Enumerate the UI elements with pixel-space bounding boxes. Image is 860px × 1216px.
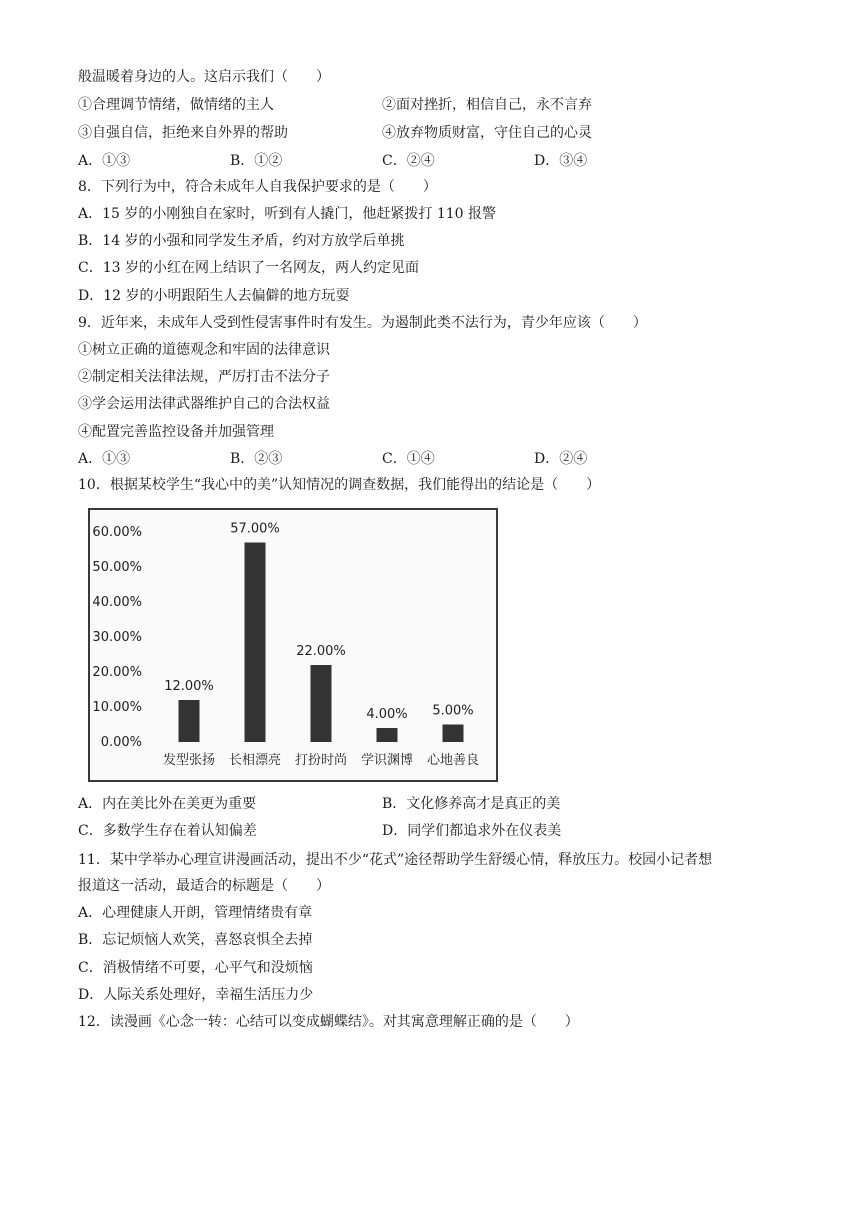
q7-option-d[interactable]: D．③④	[534, 153, 588, 169]
question-12-stem: 12．读漫画《心念一转：心结可以变成蝴蝶结》。对其寓意理解正确的是（ ）	[78, 1014, 579, 1030]
x-tick-label: 心地善良	[426, 753, 480, 768]
q7-option-c[interactable]: C．②④	[382, 153, 435, 169]
y-tick-label: 10.00%	[92, 700, 142, 715]
y-tick-label: 60.00%	[92, 525, 142, 540]
x-tick-label: 长相漂亮	[228, 753, 282, 768]
question-7-stem-tail: 般温暖着身边的人。这启示我们（ ）	[78, 69, 330, 85]
q8-option-c[interactable]: C．13 岁的小红在网上结识了一名网友，两人约定见面	[78, 260, 419, 276]
x-tick-label: 学识渊博	[360, 753, 414, 768]
bar	[443, 725, 464, 743]
q10-option-c[interactable]: C．多数学生存在着认知偏差	[78, 823, 257, 839]
q7-item-4: ④放弃物质财富，守住自己的心灵	[382, 125, 592, 141]
question-8-stem: 8．下列行为中，符合未成年人自我保护要求的是（ ）	[78, 179, 437, 195]
q9-option-b[interactable]: B．②③	[230, 451, 283, 467]
y-tick-label: 20.00%	[92, 665, 142, 680]
q10-option-b[interactable]: B．文化修养高才是真正的美	[382, 796, 561, 812]
y-tick-label: 40.00%	[92, 595, 142, 610]
data-label: 57.00%	[230, 521, 280, 537]
bar	[245, 543, 266, 743]
q11-option-d[interactable]: D．人际关系处理好，幸福生活压力少	[78, 987, 314, 1003]
y-tick-label: 50.00%	[92, 560, 142, 575]
q7-item-2: ②面对挫折，相信自己，永不言弃	[382, 97, 592, 113]
q9-item-3: ③学会运用法律武器维护自己的合法权益	[78, 396, 330, 412]
question-11-stem-cont: 报道这一活动，最适合的标题是（ ）	[78, 878, 330, 894]
q9-item-2: ②制定相关法律法规，严厉打击不法分子	[78, 369, 330, 385]
y-tick-label: 30.00%	[92, 630, 142, 645]
q9-item-1: ①树立正确的道德观念和牢固的法律意识	[78, 342, 330, 358]
bar	[179, 700, 200, 742]
q8-option-d[interactable]: D．12 岁的小明跟陌生人去偏僻的地方玩耍	[78, 288, 350, 304]
q9-item-4: ④配置完善监控设备并加强管理	[78, 424, 274, 440]
data-label: 22.00%	[296, 644, 346, 659]
q10-option-d[interactable]: D．同学们都追求外在仪表美	[382, 823, 562, 839]
x-tick-label: 发型张扬	[162, 753, 216, 768]
bar	[311, 665, 332, 742]
q8-option-a[interactable]: A．15 岁的小刚独自在家时，听到有人撬门，他赶紧拨打 110 报警	[78, 206, 496, 222]
q11-option-c[interactable]: C．消极情绪不可要，心平气和没烦恼	[78, 960, 313, 976]
q11-option-b[interactable]: B．忘记烦恼人欢笑，喜怒哀惧全去掉	[78, 932, 313, 948]
question-9-stem: 9．近年来，未成年人受到性侵害事件时有发生。为遏制此类不法行为，青少年应该（ ）	[78, 315, 647, 331]
x-tick-label: 打扮时尚	[294, 753, 348, 768]
q7-item-1: ①合理调节情绪，做情绪的主人	[78, 97, 274, 113]
q9-option-a[interactable]: A．①③	[78, 451, 131, 467]
question-10-stem: 10．根据某校学生“我心中的美”认知情况的调查数据，我们能得出的结论是（ ）	[78, 477, 601, 493]
q10-option-a[interactable]: A．内在美比外在美更为重要	[78, 796, 257, 812]
data-label: 12.00%	[164, 679, 214, 694]
q7-item-3: ③自强自信，拒绝来自外界的帮助	[78, 125, 288, 141]
q9-option-d[interactable]: D．②④	[534, 451, 588, 467]
survey-bar-chart	[88, 508, 498, 782]
question-11-stem: 11．某中学举办心理宣讲漫画活动，提出不少“花式”途径帮助学生舒缓心情，释放压力。校园小记者想	[78, 852, 713, 868]
bar-chart-svg	[90, 510, 496, 780]
q8-option-b[interactable]: B．14 岁的小强和同学发生矛盾，约对方放学后单挑	[78, 233, 405, 249]
q9-option-c[interactable]: C．①④	[382, 451, 435, 467]
y-tick-label: 0.00%	[100, 735, 142, 750]
q7-option-a[interactable]: A．①③	[78, 153, 131, 169]
bar	[377, 728, 398, 742]
data-label: 4.00%	[366, 707, 408, 722]
data-label: 5.00%	[432, 703, 474, 719]
q7-option-b[interactable]: B．①②	[230, 153, 283, 169]
q11-option-a[interactable]: A．心理健康人开朗，管理情绪贵有章	[78, 905, 313, 921]
